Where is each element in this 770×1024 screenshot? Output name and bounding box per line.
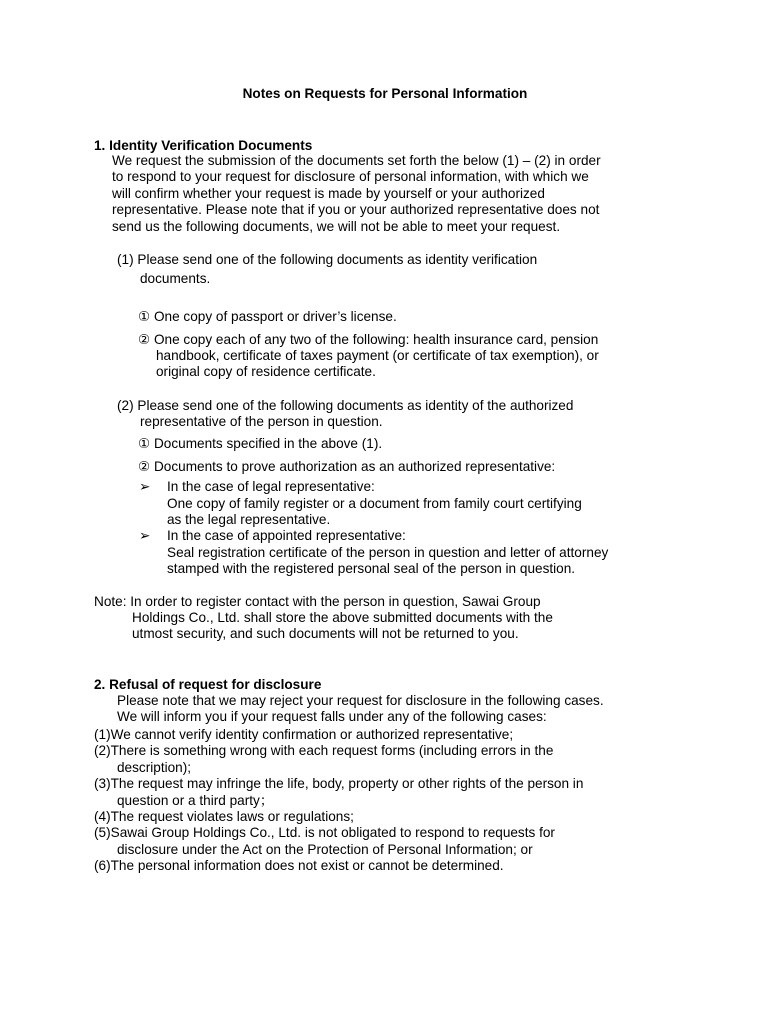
list-item-text: The personal information does not exist or cannot be determined.: [110, 858, 504, 874]
item-1-option-1: ① One copy of passport or driver’s license.: [138, 309, 397, 324]
list-item-text: Sawai Group Holdings Co., Ltd. is not obligated to respond to requests for: [110, 825, 555, 841]
page-title: Notes on Requests for Personal Information: [242, 86, 528, 101]
list-number: (5): [94, 825, 111, 841]
note-text-cont: [132, 610, 553, 643]
case-line: as the legal representative.: [167, 512, 331, 528]
intro-line: We will inform you if your request falls under any of the following cases:: [117, 709, 547, 725]
option-line: original copy of residence certificate.: [156, 364, 376, 380]
note-text: Note: In order to register contact with the person in question, Sawai Group: [94, 594, 541, 609]
list-item-text: The request may infringe the life, body, property or other rights of the person in: [110, 776, 584, 792]
item-1-text-cont: documents.: [140, 271, 211, 286]
case-1: [139, 479, 375, 495]
list-item: [94, 825, 583, 841]
list-item: [94, 858, 583, 874]
item-2-text: (2) Please send one of the following documents as identity of the authorized: [117, 398, 574, 413]
list-item-text: We cannot verify identity confirmation or authorized representative;: [110, 727, 514, 742]
list-number: (6): [94, 858, 111, 874]
option-line: handbook, certificate of taxes payment (or certificate of tax exemption), or: [156, 348, 599, 363]
intro-line: will confirm whether your request is made by yourself or your authorized: [112, 185, 545, 201]
section-1-intro: [112, 153, 601, 235]
list-item: [94, 809, 583, 825]
item-1-option-2: ② One copy each of any two of the following: health insurance card, pension: [138, 332, 599, 347]
item-2-option-1: ① Documents specified in the above (1).: [138, 436, 383, 451]
list-item-cont: question or a third party；: [117, 792, 274, 808]
item-2-option-2: ② Documents to prove authorization as an authorized representative:: [138, 459, 556, 474]
case-1-heading: In the case of legal representative:: [167, 479, 375, 494]
list-number: (3): [94, 776, 111, 792]
case-2-heading: In the case of appointed representative:: [167, 528, 406, 543]
list-number: (2): [94, 743, 111, 759]
item-1-text: (1) Please send one of the following documents as identity verification: [117, 252, 538, 267]
list-item-text: There is something wrong with each request forms (including errors in the: [110, 743, 554, 759]
case-2: [139, 528, 406, 544]
note-line: utmost security, and such documents will not be returned to you.: [132, 626, 519, 642]
case-1-body: [167, 496, 582, 529]
section-2-intro: [117, 693, 604, 726]
case-2-body: [167, 545, 608, 578]
arrow-bullet-icon: ➢: [139, 528, 151, 543]
list-item-text: The request violates laws or regulations;: [110, 809, 354, 825]
refusal-list: [94, 727, 583, 875]
list-number: (4): [94, 809, 111, 825]
section-1-heading: 1. Identity Verification Documents: [94, 138, 313, 153]
arrow-bullet-icon: ➢: [139, 479, 151, 494]
case-line: Seal registration certificate of the person in question and letter of attorney: [167, 545, 609, 560]
case-line: stamped with the registered personal seal of the person in question.: [167, 561, 576, 577]
item-1-option-2-line: [156, 348, 599, 381]
list-item: [94, 776, 583, 792]
section-2-heading: 2. Refusal of request for disclosure: [94, 677, 322, 692]
list-item-cont: disclosure under the Act on the Protection of Personal Information; or: [117, 841, 533, 857]
list-item-cont: description);: [117, 759, 192, 775]
list-item: [94, 727, 583, 743]
note-line: Holdings Co., Ltd. shall store the above submitted documents with the: [132, 610, 553, 625]
intro-line: send us the following documents, we will not be able to meet your request.: [112, 218, 561, 234]
intro-line: to respond to your request for disclosure of personal information, with which we: [112, 169, 589, 185]
item-2-text-cont: representative of the person in question.: [140, 414, 383, 429]
list-item: [94, 743, 583, 759]
case-line: One copy of family register or a document from family court certifying: [167, 496, 582, 511]
intro-line: We request the submission of the documents set forth the below (1) – (2) in order: [112, 153, 601, 168]
list-number: (1): [94, 727, 111, 742]
intro-line: Please note that we may reject your request for disclosure in the following cases.: [117, 693, 604, 708]
intro-line: representative. Please note that if you or your authorized representative does not: [112, 202, 600, 218]
